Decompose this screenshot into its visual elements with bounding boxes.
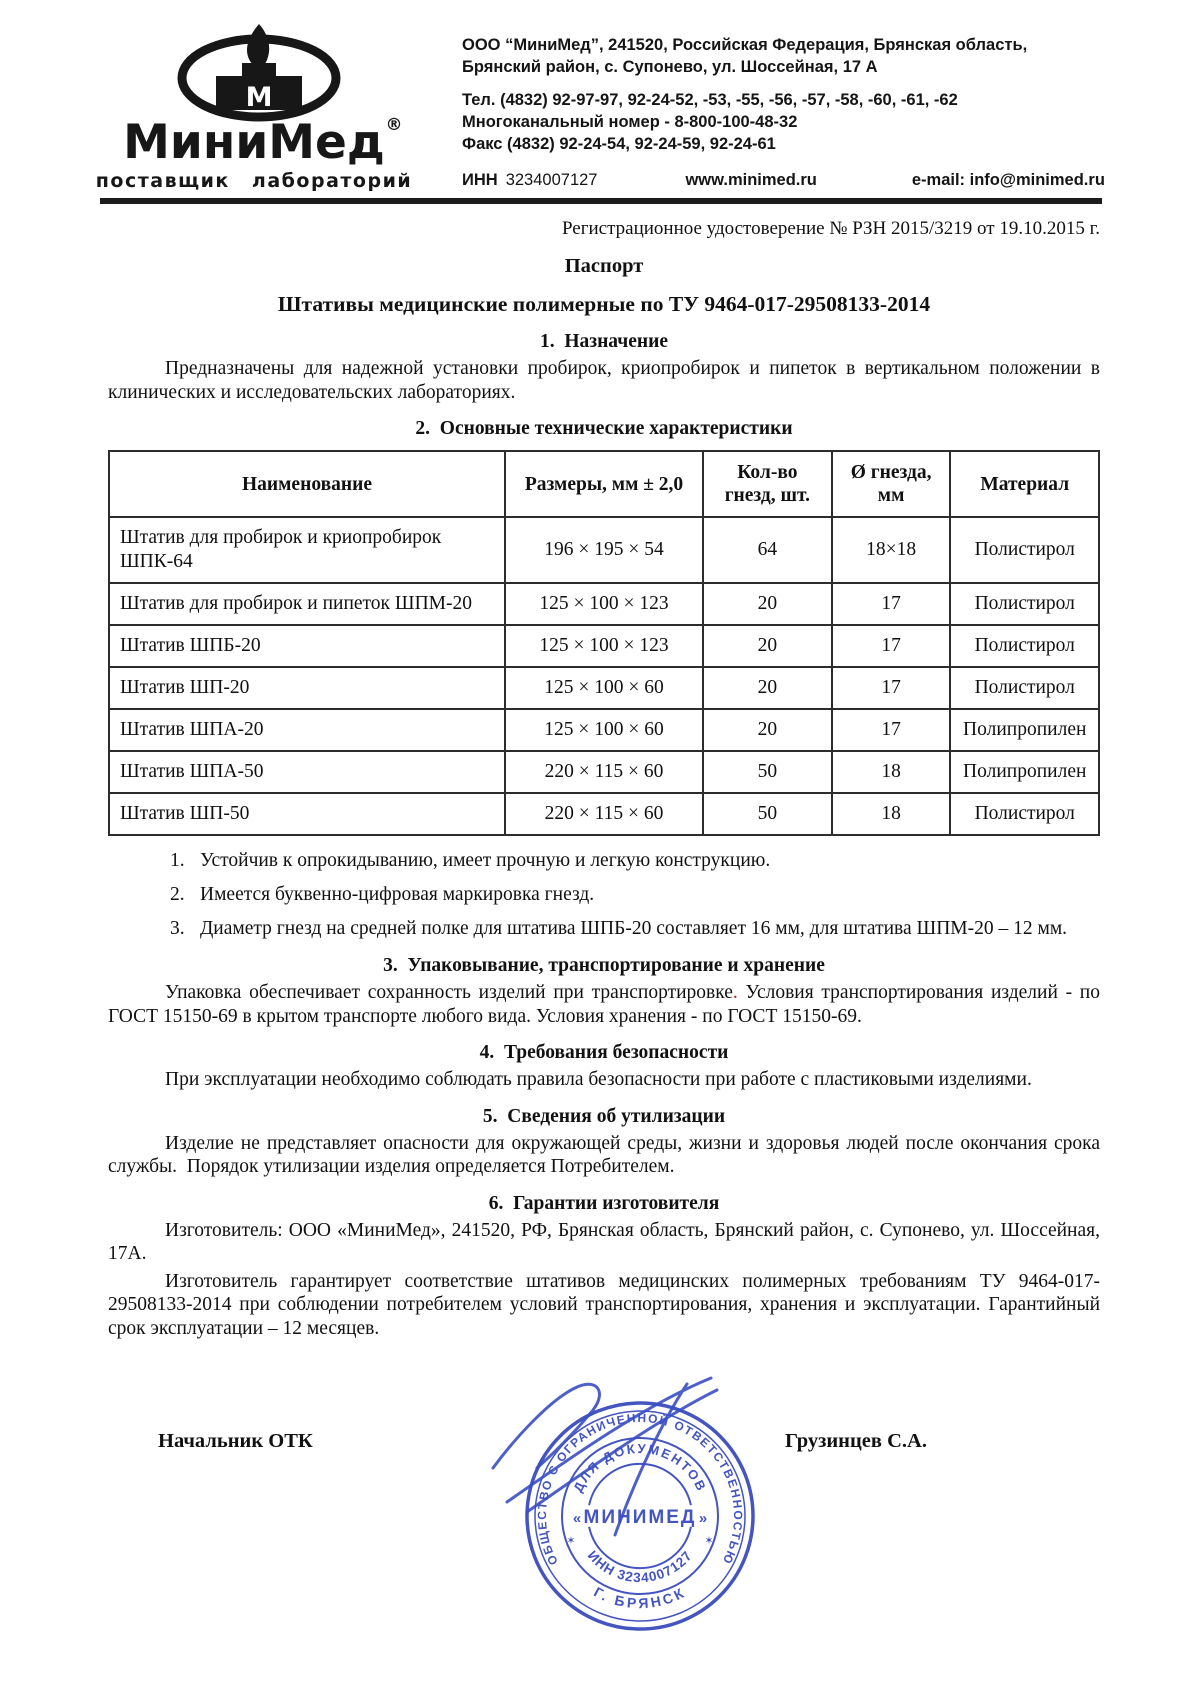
list-item-text: Диаметр гнезд на средней полке для штатива ШПБ-20 составляет 16 мм, для штатива ШПМ-20 – 12 мм. xyxy=(200,918,1068,939)
cell-material: Полистирол xyxy=(950,625,1099,667)
cell-size: 125 × 100 × 123 xyxy=(505,625,703,667)
list-item-text: Устойчив к опрокидыванию, имеет прочную и легкую конструкцию. xyxy=(200,850,771,871)
doc-title: Паспорт xyxy=(564,255,644,277)
cell-name: Штатив ШПА-20 xyxy=(109,709,505,751)
signer-position: Начальник ОТК xyxy=(158,1430,313,1452)
address-line-1: ООО “МиниМед”, 241520, Российская Федерация, Брянская область, xyxy=(462,36,1028,54)
table-row xyxy=(109,517,1099,583)
cell-count: 50 xyxy=(703,793,832,835)
cell-name: Штатив ШПБ-20 xyxy=(109,625,505,667)
list-item-text: Имеется буквенно-цифровая маркировка гнезд. xyxy=(200,884,595,905)
cell-size: 220 × 115 × 60 xyxy=(505,751,703,793)
cell-name: Штатив ШП-20 xyxy=(109,667,505,709)
cell-count: 20 xyxy=(703,583,832,625)
address-line-2: Брянский район, с. Супонево, ул. Шоссейная, 17 А xyxy=(462,58,878,76)
section-3-text-a: Упаковка обеспечивает сохранность изделий при транспортировке xyxy=(165,982,733,1003)
svg-text:Г. БРЯНСК xyxy=(591,1584,688,1612)
section-6-paragraph-2: Изготовитель гарантирует соответствие штативов медицинских полимерных требованиям ТУ 9464-017-29508133-2014 при соблюдении потребителем условий транспортирования, хранения и эксплуатации. Гарантийный срок эксплуатации – 12 месяцев. xyxy=(108,1270,1100,1339)
section-4-paragraph: При эксплуатации необходимо соблюдать правила безопасности при работе с пластиковыми изделиями. xyxy=(165,1069,1032,1090)
candle-flame-icon xyxy=(182,24,336,117)
section-3-text-b: Условия транспортирования изделий - по ГОСТ 15150-69 в крытом транспорте любого вида. Условия хранения - по ГОСТ 15150-69. xyxy=(108,982,1100,1027)
inn-web-row xyxy=(462,169,1112,191)
cell-material: Полипропилен xyxy=(950,709,1099,751)
list-item-number: 3. xyxy=(170,918,185,939)
cell-diameter: 17 xyxy=(832,709,951,751)
section-3-paragraph xyxy=(108,981,1100,1028)
inn-value: 3234007127 xyxy=(505,171,598,189)
table-row xyxy=(109,709,1099,751)
stamp-close-quote: » xyxy=(698,1510,708,1527)
phone-line: Тел. (4832) 92-97-97, 92-24-52, -53, -55, -56, -57, -58, -60, -61, -62 xyxy=(462,91,958,109)
cell-material: Полистирол xyxy=(950,793,1099,835)
section-6-heading: 6. Гарантии изготовителя xyxy=(488,1192,720,1214)
cell-count: 50 xyxy=(703,751,832,793)
cell-material: Полистирол xyxy=(950,517,1099,583)
cell-size: 220 × 115 × 60 xyxy=(505,793,703,835)
stamp-for-documents-text: ДЛЯ ДОКУМЕНТОВ xyxy=(570,1440,710,1495)
cell-diameter: 18×18 xyxy=(832,517,951,583)
list-item-number: 1. xyxy=(170,850,185,871)
stamp-inn-text: ИНН 3234007127 xyxy=(584,1547,696,1586)
logo-brand-text: МиниМед xyxy=(123,115,385,170)
fax-line: Факс (4832) 92-24-54, 92-24-59, 92-24-61 xyxy=(462,135,776,153)
cell-diameter: 18 xyxy=(832,793,951,835)
col-header-count: Кол-во гнезд, шт. xyxy=(703,451,832,517)
section-1-paragraph: Предназначены для надежной установки пробирок, криопробирок и пипеток в вертикальном положении в клинических и исследовательских лабораториях. xyxy=(108,358,1100,403)
cell-name: Штатив для пробирок и криопробирок ШПК-64 xyxy=(109,517,505,583)
section-6-paragraph-1: Изготовитель: ООО «МиниМед», 241520, РФ, Брянская область, Брянский район, с. Супонево, ул. Шоссейная, 17А. xyxy=(108,1219,1100,1264)
table-row xyxy=(109,625,1099,667)
svg-text:ИНН 3234007127 xyxy=(585,1548,696,1585)
list-item xyxy=(170,849,1100,873)
cell-size: 125 × 100 × 60 xyxy=(505,709,703,751)
signature-block xyxy=(108,1340,1100,1697)
email-link: e-mail: info@minimed.ru xyxy=(911,171,1105,189)
section-1-heading: 1. Назначение xyxy=(539,331,669,352)
registration-certificate-line: Регистрационное удостоверение № РЗН 2015/3219 от 19.10.2015 г. xyxy=(561,218,1100,239)
registered-mark-icon: ® xyxy=(385,115,403,135)
cell-count: 20 xyxy=(703,667,832,709)
document-body xyxy=(0,218,1200,1697)
stamp-open-quote: « xyxy=(572,1510,582,1527)
table-row xyxy=(109,793,1099,835)
feature-notes-list xyxy=(108,849,1100,941)
table-row xyxy=(109,667,1099,709)
website-link: www.minimed.ru xyxy=(685,171,817,189)
stamp-star-right-icon: ✶ xyxy=(704,1535,714,1547)
table-row xyxy=(109,751,1099,793)
list-item xyxy=(170,917,1100,941)
cell-size: 125 × 100 × 60 xyxy=(505,667,703,709)
cell-diameter: 18 xyxy=(832,751,951,793)
col-header-size: Размеры, мм ± 2,0 xyxy=(505,451,703,517)
section-2-heading: 2. Основные технические характеристики xyxy=(415,418,793,439)
stamp-star-left-icon: ✶ xyxy=(566,1535,576,1547)
col-header-material: Материал xyxy=(950,451,1099,517)
cell-count: 64 xyxy=(703,517,832,583)
cell-diameter: 17 xyxy=(832,667,951,709)
section-4-heading: 4. Требования безопасности xyxy=(479,1042,729,1063)
cell-name: Штатив ШП-50 xyxy=(109,793,505,835)
doc-subtitle: Штативы медицинские полимерные по ТУ 9464-017-29508133-2014 xyxy=(277,292,931,316)
cell-diameter: 17 xyxy=(832,625,951,667)
stamp-center-brand: МИНИМЕД xyxy=(583,1507,697,1528)
company-contact-block xyxy=(462,34,1112,191)
company-phones xyxy=(462,89,1112,155)
round-stamp-icon xyxy=(527,1403,753,1629)
cell-material: Полистирол xyxy=(950,583,1099,625)
col-header-name: Наименование xyxy=(109,451,505,517)
logo-tagline: поставщик лабораторий xyxy=(95,170,413,192)
company-address xyxy=(462,34,1112,78)
logo-m-letter: М xyxy=(245,82,273,113)
table-header-row xyxy=(109,451,1099,517)
cell-name: Штатив ШПА-50 xyxy=(109,751,505,793)
stamp-outer-ring-text: ОБЩЕСТВО С ОГРАНИЧЕННОЙ ОТВЕТСТВЕННОСТЬЮ xyxy=(534,1410,746,1568)
inn-label: ИНН xyxy=(462,171,498,189)
section-5-heading: 5. Сведения об утилизации xyxy=(482,1105,726,1127)
spec-table xyxy=(108,450,1100,836)
header-divider xyxy=(100,198,1102,204)
cell-diameter: 17 xyxy=(832,583,951,625)
cell-material: Полистирол xyxy=(950,667,1099,709)
cell-count: 20 xyxy=(703,709,832,751)
section-3-heading: 3. Упаковывание, транспортирование и хранение xyxy=(383,955,825,976)
signer-name: Грузинцев С.А. xyxy=(785,1430,927,1452)
cell-size: 125 × 100 × 123 xyxy=(505,583,703,625)
stamp-city-text: Г. БРЯНСК xyxy=(591,1583,689,1612)
col-header-diameter: Ø гнезда, мм xyxy=(832,451,951,517)
company-stamp xyxy=(455,1348,805,1648)
cell-material: Полипропилен xyxy=(950,751,1099,793)
list-item xyxy=(170,883,1100,907)
cell-size: 196 × 195 × 54 xyxy=(505,517,703,583)
table-row xyxy=(109,583,1099,625)
minimed-logo xyxy=(94,18,424,198)
letterhead xyxy=(0,0,1200,206)
cell-count: 20 xyxy=(703,625,832,667)
red-period: . xyxy=(732,982,738,1003)
multichannel-line: Многоканальный номер - 8-800-100-48-32 xyxy=(462,113,798,131)
cell-name: Штатив для пробирок и пипеток ШПМ-20 xyxy=(109,583,505,625)
list-item-number: 2. xyxy=(170,884,185,905)
section-5-paragraph: Изделие не представляет опасности для окружающей среды, жизни и здоровья людей после окончания срока службы. Порядок утилизации изделия определяется Потребителем. xyxy=(108,1132,1100,1177)
